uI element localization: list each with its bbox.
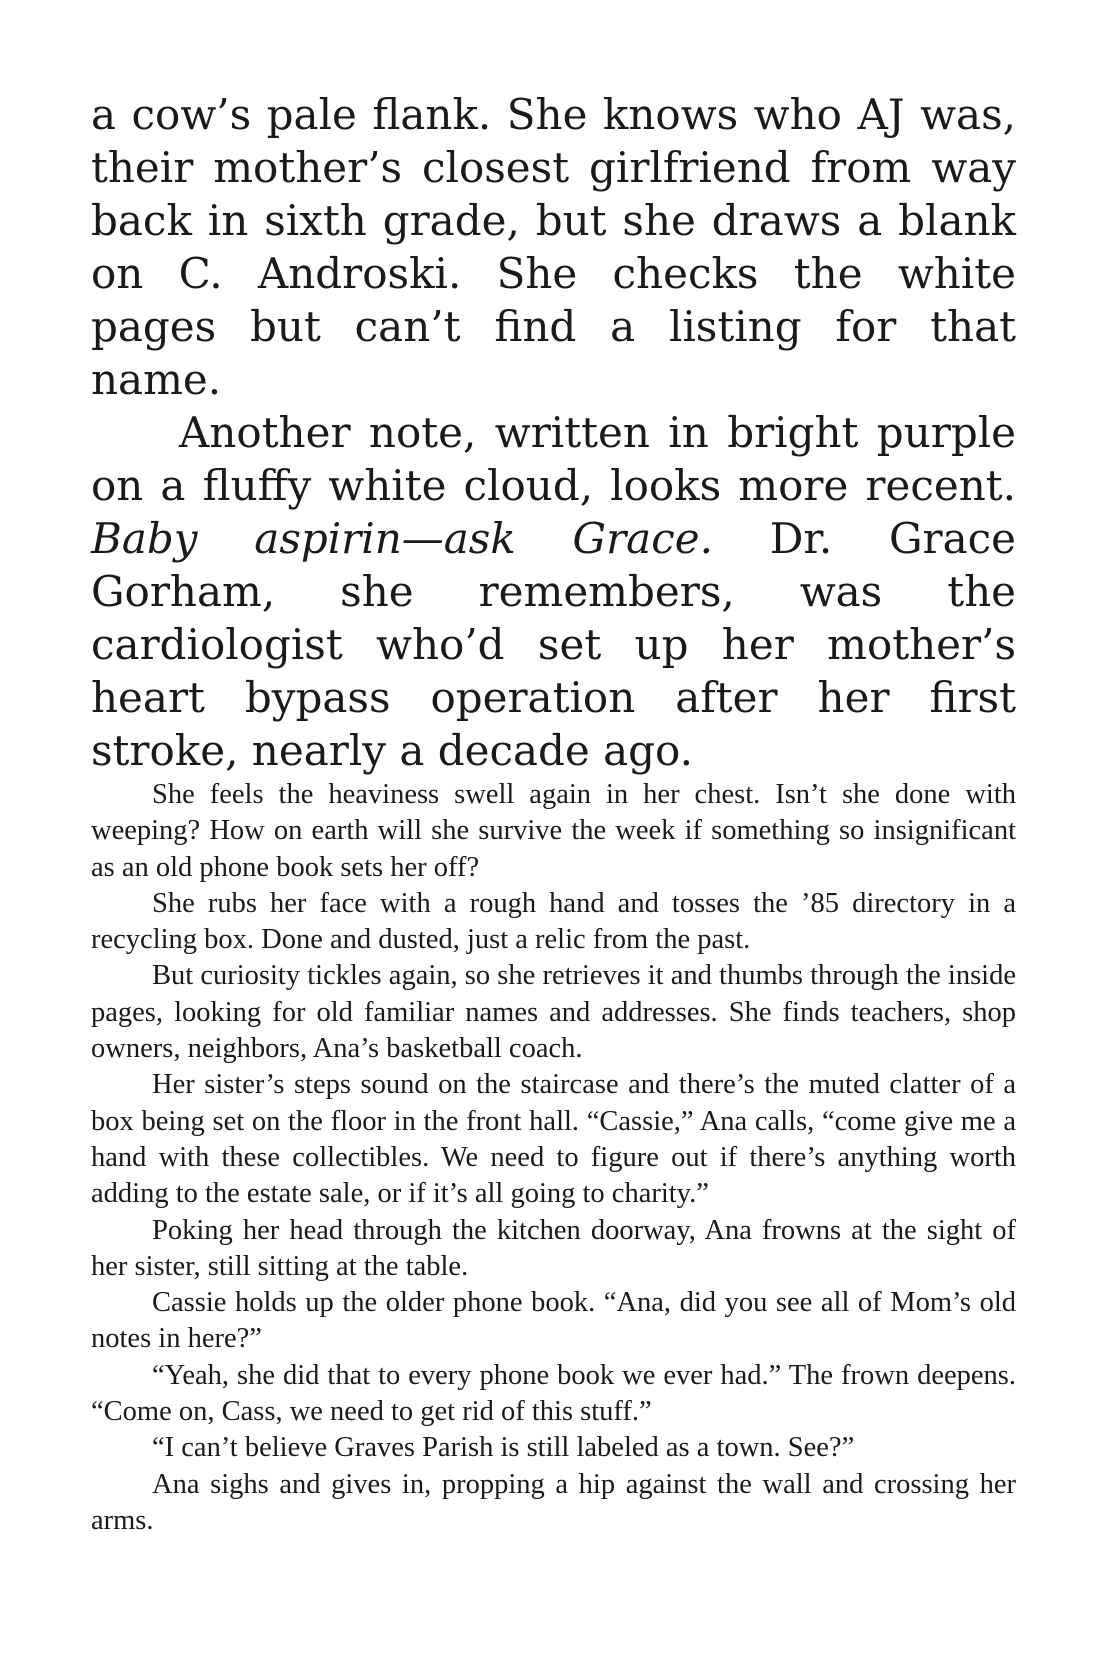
note-quote-italic: Baby aspirin—ask Grace. <box>91 514 713 563</box>
paragraph-note-lead: Another note, written in bright purple on a fluffy white cloud, looks more recent. <box>91 408 1016 510</box>
paragraph: “I can’t believe Graves Parish is still labeled as a town. See?” <box>152 1432 855 1464</box>
paragraph: Poking her head through the kitchen doorway, Ana frowns at the sight of her sister, still sitting at the table. <box>91 1214 1016 1282</box>
paragraph: Her sister’s steps sound on the staircase and there’s the muted clatter of a box being set on the floor in the front hall. “Cassie,” Ana calls, “come give me a hand with these collectibles. We need to figure out if there’s anything worth adding to the estate sale, or if it’s all going to charity.” <box>91 1069 1016 1210</box>
paragraph: Cassie holds up the older phone book. “Ana, did you see all of Mom’s old notes in here?” <box>91 1287 1016 1355</box>
paragraph-note <box>91 406 1016 777</box>
paragraph-continued: a cow’s pale flank. She knows who AJ was, their mother’s closest girlfriend from way back in sixth grade, but she draws a blank on C. Androski. She checks the white pages but can’t find a listing for that name. <box>91 90 1016 404</box>
paragraph: “Yeah, she did that to every phone book we ever had.” The frown deepens. “Come on, Cass, we need to get rid of this stuff.” <box>91 1359 1016 1428</box>
paragraph: Ana sighs and gives in, propping a hip against the wall and crossing her arms. <box>91 1468 1016 1536</box>
book-page <box>91 88 1016 1539</box>
paragraph: But curiosity tickles again, so she retrieves it and thumbs through the inside pages, looking for old familiar names and addresses. She finds teachers, shop owners, neighbors, Ana’s basketball coach. <box>91 960 1016 1065</box>
paragraph: She feels the heaviness swell again in her chest. Isn’t she done with weeping? How on earth will she survive the week if something so insignificant as an old phone book sets her off? <box>91 779 1016 883</box>
paragraph: She rubs her face with a rough hand and tosses the ’85 directory in a recycling box. Done and dusted, just a relic from the past. <box>91 887 1016 956</box>
paragraph-note-tail: Dr. Grace Gorham, she remembers, was the cardiologist who’d set up her mother’s heart bypass operation after her first stroke, nearly a decade ago. <box>91 514 1016 775</box>
